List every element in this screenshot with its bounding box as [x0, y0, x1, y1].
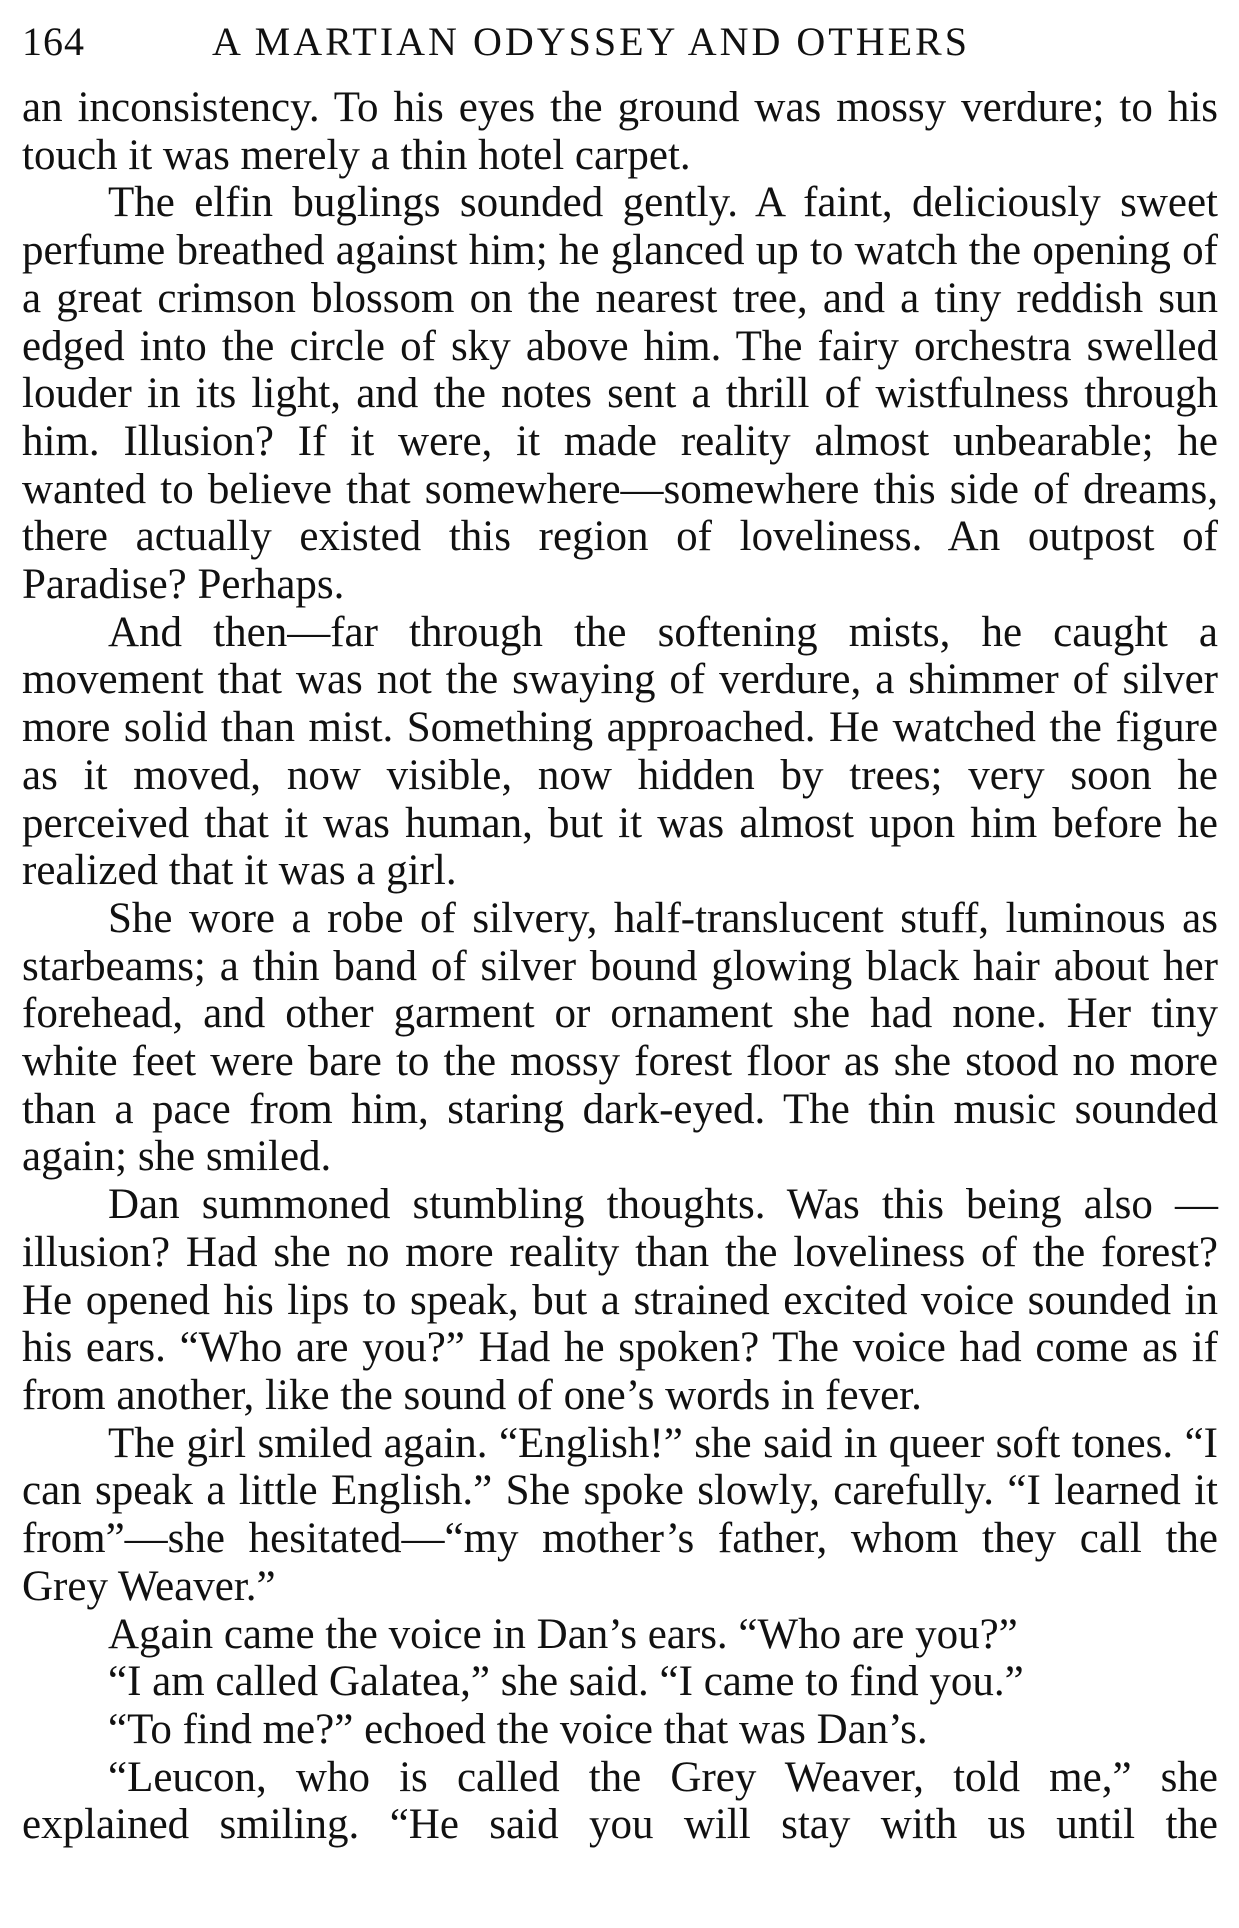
page-number: 164 [22, 19, 85, 64]
book-title: A MARTIAN ODYSSEY AND OTHERS [212, 19, 970, 64]
paragraph-continued: an inconsistency. To his eyes the ground was mossy verdure; to his touch it was merely a thin hotel carpet. [22, 84, 1218, 179]
paragraph-continues: “Leucon, who is called the Grey Weaver, told me,” she explained smiling. “He said you will stay with us until the [22, 1753, 1218, 1849]
body-text [22, 84, 1218, 1849]
paragraph: The elfin buglings sounded gently. A faint, deliciously sweet perfume breathed against him; he glanced up to watch the opening of a great crimson blossom on the nearest tree, and a tiny reddish sun edged into the circle of sky above him. The fairy orchestra swelled louder in its light, and the notes sent a thrill of wistfulness through him. Illusion? If it were, it made reality almost unbearable; he wanted to believe that somewhere—somewhere this side of dreams, there actually existed this region of loveliness. An outpost of Paradise? Perhaps. [22, 179, 1218, 609]
paragraph: “I am called Galatea,” she said. “I came to find you.” [108, 1658, 1024, 1706]
running-head [22, 0, 1218, 84]
book-page [22, 0, 1218, 1849]
paragraph: The girl smiled again. “English!” she said in queer soft tones. “I can speak a little English.” She spoke slowly, carefully. “I learned it from”—she hesitated—“my mother’s father, whom they call the Grey Weaver.” [22, 1419, 1218, 1610]
paragraph: She wore a robe of silvery, half-translucent stuff, luminous as starbeams; a thin band of silver bound glowing black hair about her forehead, and other garment or ornament she had none. Her tiny white feet were bare to the mossy forest floor as she stood no more than a pace from him, staring dark-eyed. The thin music sounded again; she smiled. [22, 894, 1218, 1181]
paragraph: “To find me?” echoed the voice that was Dan’s. [108, 1705, 928, 1753]
paragraph: Again came the voice in Dan’s ears. “Who are you?” [108, 1610, 1018, 1658]
paragraph: Dan summoned stumbling thoughts. Was this being also —illusion? Had she no more reality than the loveliness of the forest? He opened his lips to speak, but a strained excited voice sounded in his ears. “Who are you?” Had he spoken? The voice had come as if from another, like the sound of one’s words in fever. [22, 1181, 1218, 1419]
paragraph: And then—far through the softening mists, he caught a movement that was not the swaying of verdure, a shimmer of silver more solid than mist. Something approached. He watched the figure as it moved, now visible, now hidden by trees; very soon he perceived that it was human, but it was almost upon him before he realized that it was a girl. [22, 608, 1218, 895]
